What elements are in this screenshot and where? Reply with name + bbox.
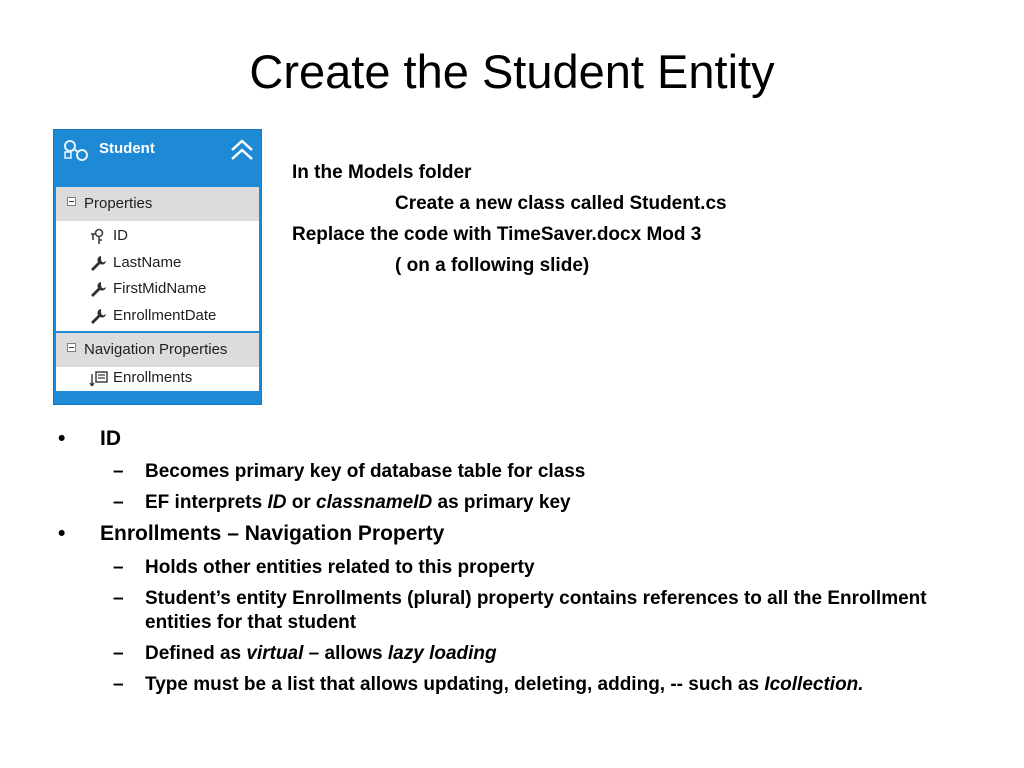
section-label: Properties [84, 195, 153, 212]
wrench-property-icon [89, 255, 107, 278]
dash-marker: – [113, 492, 124, 513]
sub-bullet-text: Type must be a list that allows updating, deleting, adding, -- such as Icollection. [145, 674, 864, 695]
entity-body [56, 187, 259, 391]
entity-name: Student [99, 140, 155, 157]
dash-marker: – [113, 461, 124, 482]
navigation-property-row[interactable] [56, 365, 259, 391]
instruction-line: ( on a following slide) [395, 255, 590, 276]
bullet-text: Enrollments – Navigation Property [100, 522, 445, 545]
entity-icon [62, 138, 92, 169]
section-label: Navigation Properties [84, 341, 228, 358]
section-navigation-properties[interactable] [56, 333, 259, 367]
sub-bullet-text: Defined as virtual – allows lazy loading [145, 643, 497, 664]
collapse-minus-icon[interactable] [67, 197, 76, 206]
dash-marker: – [113, 674, 124, 695]
property-row[interactable] [56, 303, 259, 329]
property-label: Enrollments [113, 369, 193, 386]
student-entity-diagram [53, 129, 262, 405]
property-row[interactable] [56, 223, 259, 249]
key-property-icon [89, 228, 107, 251]
section-properties[interactable] [56, 187, 259, 221]
dash-marker: – [113, 588, 124, 609]
bullet-marker: • [58, 427, 66, 450]
property-row[interactable] [56, 276, 259, 302]
sub-bullet-text: Student’s entity Enrollments (plural) property contains references to all the Enrollment entities for that student [145, 588, 927, 633]
bullet-text: ID [100, 427, 121, 450]
double-chevron-up-icon[interactable] [229, 138, 255, 167]
sub-bullet-text: Holds other entities related to this property [145, 557, 535, 578]
property-label: LastName [113, 254, 182, 271]
entity-header [54, 130, 261, 187]
slide-title: Create the Student Entity [249, 45, 775, 98]
wrench-property-icon [89, 308, 107, 331]
dash-marker: – [113, 643, 124, 664]
property-label: EnrollmentDate [113, 307, 217, 324]
instruction-line: Create a new class called Student.cs [395, 193, 727, 214]
sub-bullet-text: EF interprets ID or classnameID as primary key [145, 492, 571, 513]
collapse-minus-icon[interactable] [67, 343, 76, 352]
bullet-marker: • [58, 522, 66, 545]
wrench-property-icon [89, 281, 107, 304]
instruction-line: Replace the code with TimeSaver.docx Mod 3 [292, 224, 702, 245]
property-row[interactable] [56, 250, 259, 276]
sub-bullet-text: Becomes primary key of database table for class [145, 461, 586, 482]
navigation-property-icon [89, 370, 109, 393]
dash-marker: – [113, 557, 124, 578]
property-label: FirstMidName [113, 280, 207, 297]
property-label: ID [113, 227, 128, 244]
instruction-line: In the Models folder [292, 162, 472, 183]
